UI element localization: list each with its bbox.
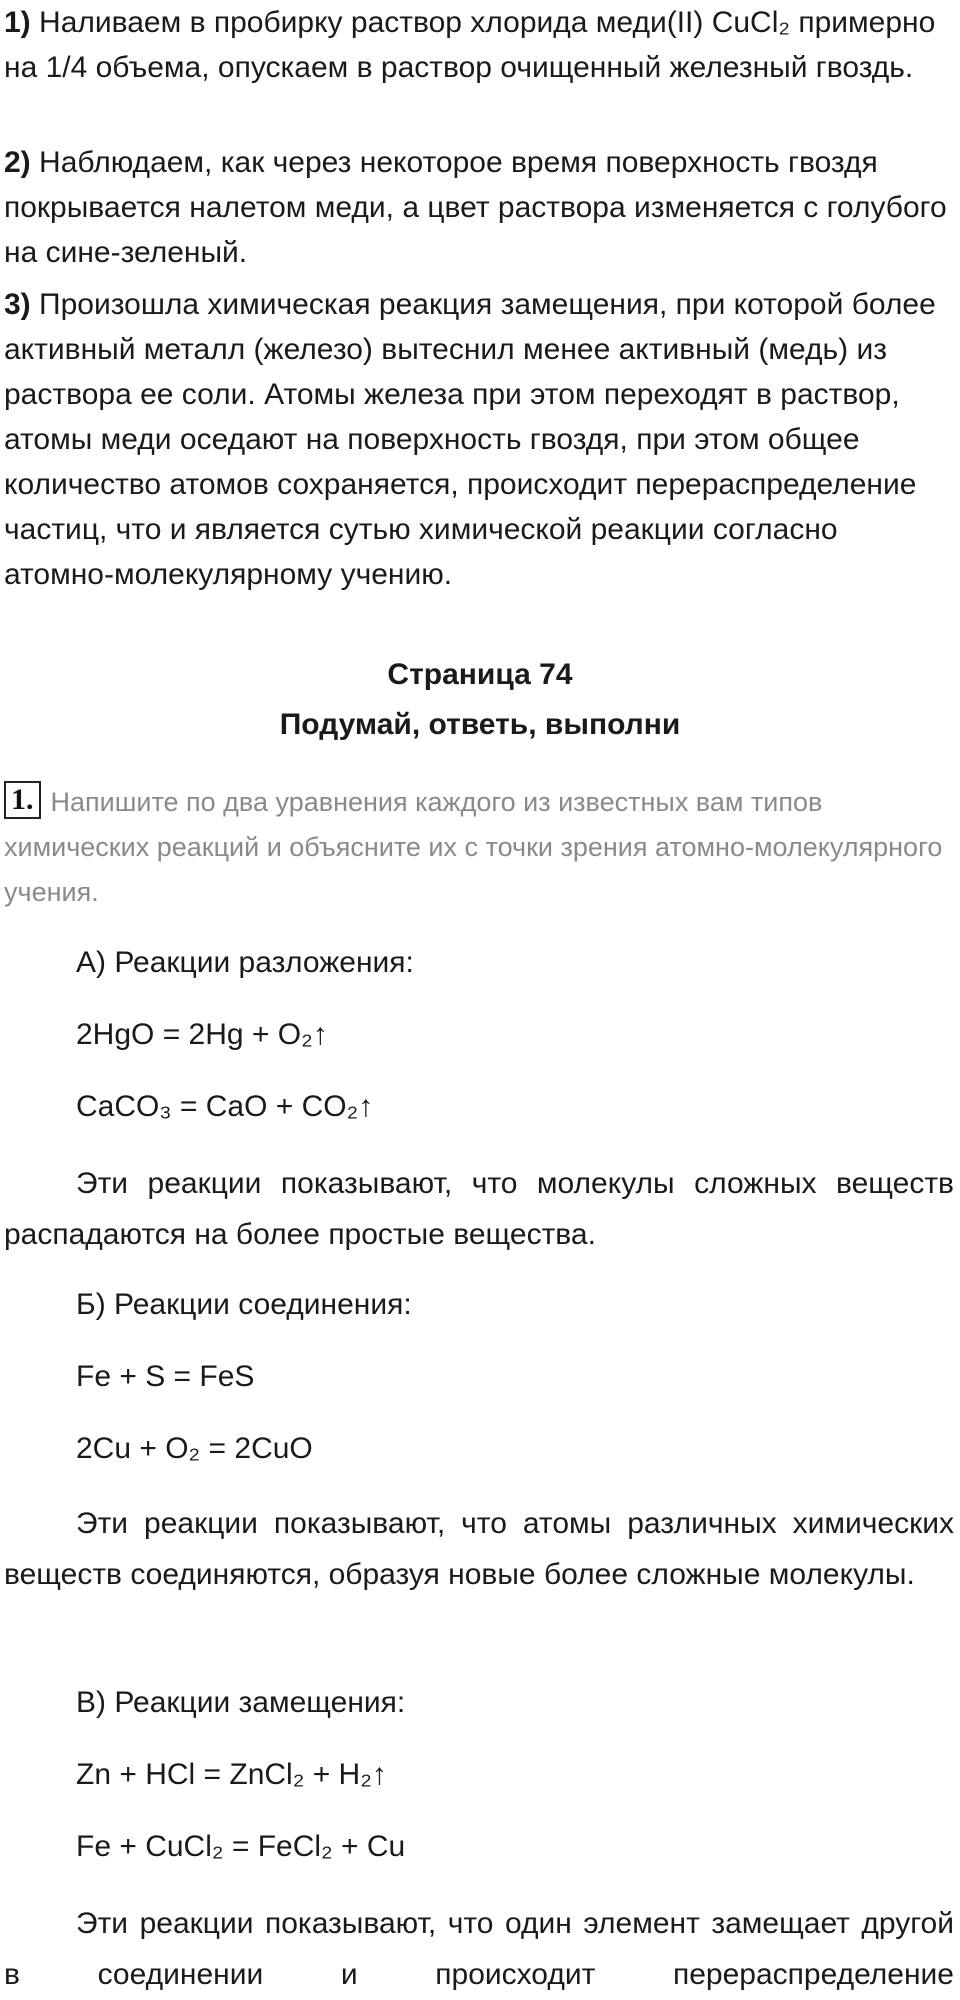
answer-c-title: В) Реакции замещения: [76, 1686, 406, 1719]
answer-a-title: А) Реакции разложения: [76, 946, 414, 979]
step-2 [4, 140, 954, 275]
task-1 [4, 780, 954, 915]
answer-a-equation-1: 2HgO = 2Hg + O₂↑ [76, 1018, 328, 1051]
step-1-number: 1) [4, 6, 31, 39]
answer-a-explanation: Эти реакции показывают, что молекулы сложных веществ распадаются на более простые вещества. [4, 1167, 954, 1251]
step-1-text: Наливаем в пробирку раствор хлорида меди(II) CuCl₂ примерно на 1/4 объема, опускаем в раствор очищенный железный гвоздь. [4, 6, 936, 84]
answer-b-equation-2: 2Cu + O₂ = 2CuO [76, 1432, 313, 1465]
step-3-text: Произошла химическая реакция замещения, при которой более активный металл (железо) вытеснил менее активный (медь) из раствора ее соли. Атомы железа при этом переходят в раствор, атомы меди оседают на поверхность гвоздя, при этом общее количество атомов сохраняется, происходит перераспределение частиц, что и является сутью химической реакции согласно атомно-молекулярному учению. [4, 288, 936, 591]
answer-c-explanation: Эти реакции показывают, что один элемент замещает другой в соединении и происходит перераспределение [4, 1907, 954, 1991]
section-heading: Подумай, ответь, выполни [279, 708, 681, 741]
page-heading: Страница 74 [387, 658, 573, 691]
answer-b-explanation: Эти реакции показывают, что атомы различных химических веществ соединяются, образуя новые более сложные молекулы. [4, 1507, 954, 1591]
step-3 [4, 282, 954, 597]
answer-b-title: Б) Реакции соединения: [76, 1288, 412, 1321]
answer-c-equation-2: Fe + CuCl₂ = FeCl₂ + Cu [76, 1830, 406, 1863]
answer-b-equation-1: Fe + S = FeS [76, 1360, 255, 1393]
step-2-text: Наблюдаем, как через некоторое время поверхность гвоздя покрывается налетом меди, а цвет раствора изменяется с голубого на сине-зеленый. [4, 146, 947, 269]
answer-c-equation-1: Zn + HCl = ZnCl₂ + H₂↑ [76, 1758, 387, 1791]
task-text: Напишите по два уравнения каждого из известных вам типов химических реакций и объясните их с точки зрения атомно-молекулярного учения. [4, 787, 943, 907]
step-2-number: 2) [4, 146, 31, 179]
step-3-number: 3) [4, 288, 31, 321]
step-1 [4, 0, 954, 90]
answer-a-equation-2: CaCO₃ = CaO + CO₂↑ [76, 1090, 374, 1123]
task-number-box: 1. [4, 781, 41, 819]
